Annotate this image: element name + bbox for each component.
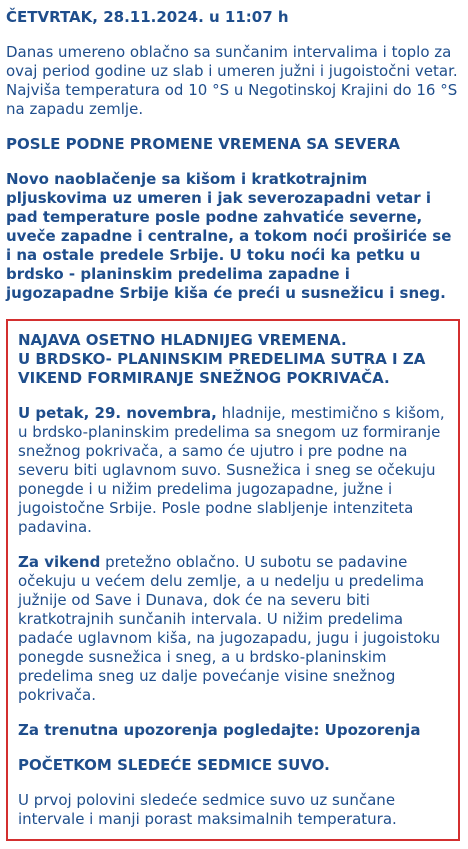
box-heading-line2: U BRDSKO- PLANINSKIM PREDELIMA SUTRA I ZA VIKEND FORMIRANJE SNEŽNOG POKRIVAČA. [18, 350, 426, 387]
box-heading-line1: NAJAVA OSETNO HLADNIJEG VREMENA. [18, 331, 347, 349]
heading-afternoon: POSLE PODNE PROMENE VREMENA SA SEVERA [6, 135, 400, 153]
next-week-paragraph: U prvoj polovini sledeće sedmice suvo uz sunčane intervale i manji porast maksimalnih temperatura. [18, 791, 397, 828]
weekend-lead: Za vikend [18, 553, 101, 571]
friday-text: hladnije, mestimično s kišom, u brdsko-planinskim predelima sa snegom uz formiranje snežnog pokrivača, a samo će ujutro i pre podne na severu biti uglavnom suvo. Susnežica i sneg se očekuju ponegde i u nižim predelima jugozapadne, južne i jugoistočne Srbije. Posle podne slabljenje intenziteta padavina. [18, 404, 445, 536]
warning-box [6, 319, 460, 841]
friday-paragraph [18, 404, 448, 537]
date-line: ČETVRTAK, 28.11.2024. u 11:07 h [6, 8, 289, 26]
weekend-text: pretežno oblačno. U subotu se padavine očekuju u većem delu zemlje, a u nedelju u predelima južnije od Save i Dunava, dok će na severu biti kratkotrajnih sunčanih intervala. U nižim predelima padaće uglavnom kiša, na jugozapadu, jugu i jugoistoku ponegde susnežica i sneg, a u brdsko-planinskim predelima sneg uz dalje povećanje visine snežnog pokrivača. [18, 553, 441, 704]
warnings-line[interactable]: Za trenutna upozorenja pogledajte: Upozorenja [18, 721, 421, 739]
heading-next-week: POČETKOM SLEDEĆE SEDMICE SUVO. [18, 756, 330, 774]
friday-lead: U petak, 29. novembra, [18, 404, 217, 422]
afternoon-paragraph: Novo naoblačenje sa kišom i kratkotrajnim pljuskovima uz umeren i jak severozapadni vetar i pad temperature posle podne zahvatiće severne, uveče zapadne i centralne, a tokom noći proširiće se i na ostale predele Srbije. U toku noći ka petku u brdsko - planinskim predelima zapadne i jugozapadne Srbije kiša će preći u susnežicu i sneg. [6, 170, 452, 302]
weekend-paragraph [18, 553, 448, 705]
box-heading [18, 331, 448, 388]
intro-paragraph: Danas umereno oblačno sa sunčanim intervalima i toplo za ovaj period godine uz slab i umeren južni i jugoistočni vetar. Najviša temperatura od 10 °S u Negotinskoj Krajini do 16 °S na zapadu zemlje. [6, 43, 458, 118]
